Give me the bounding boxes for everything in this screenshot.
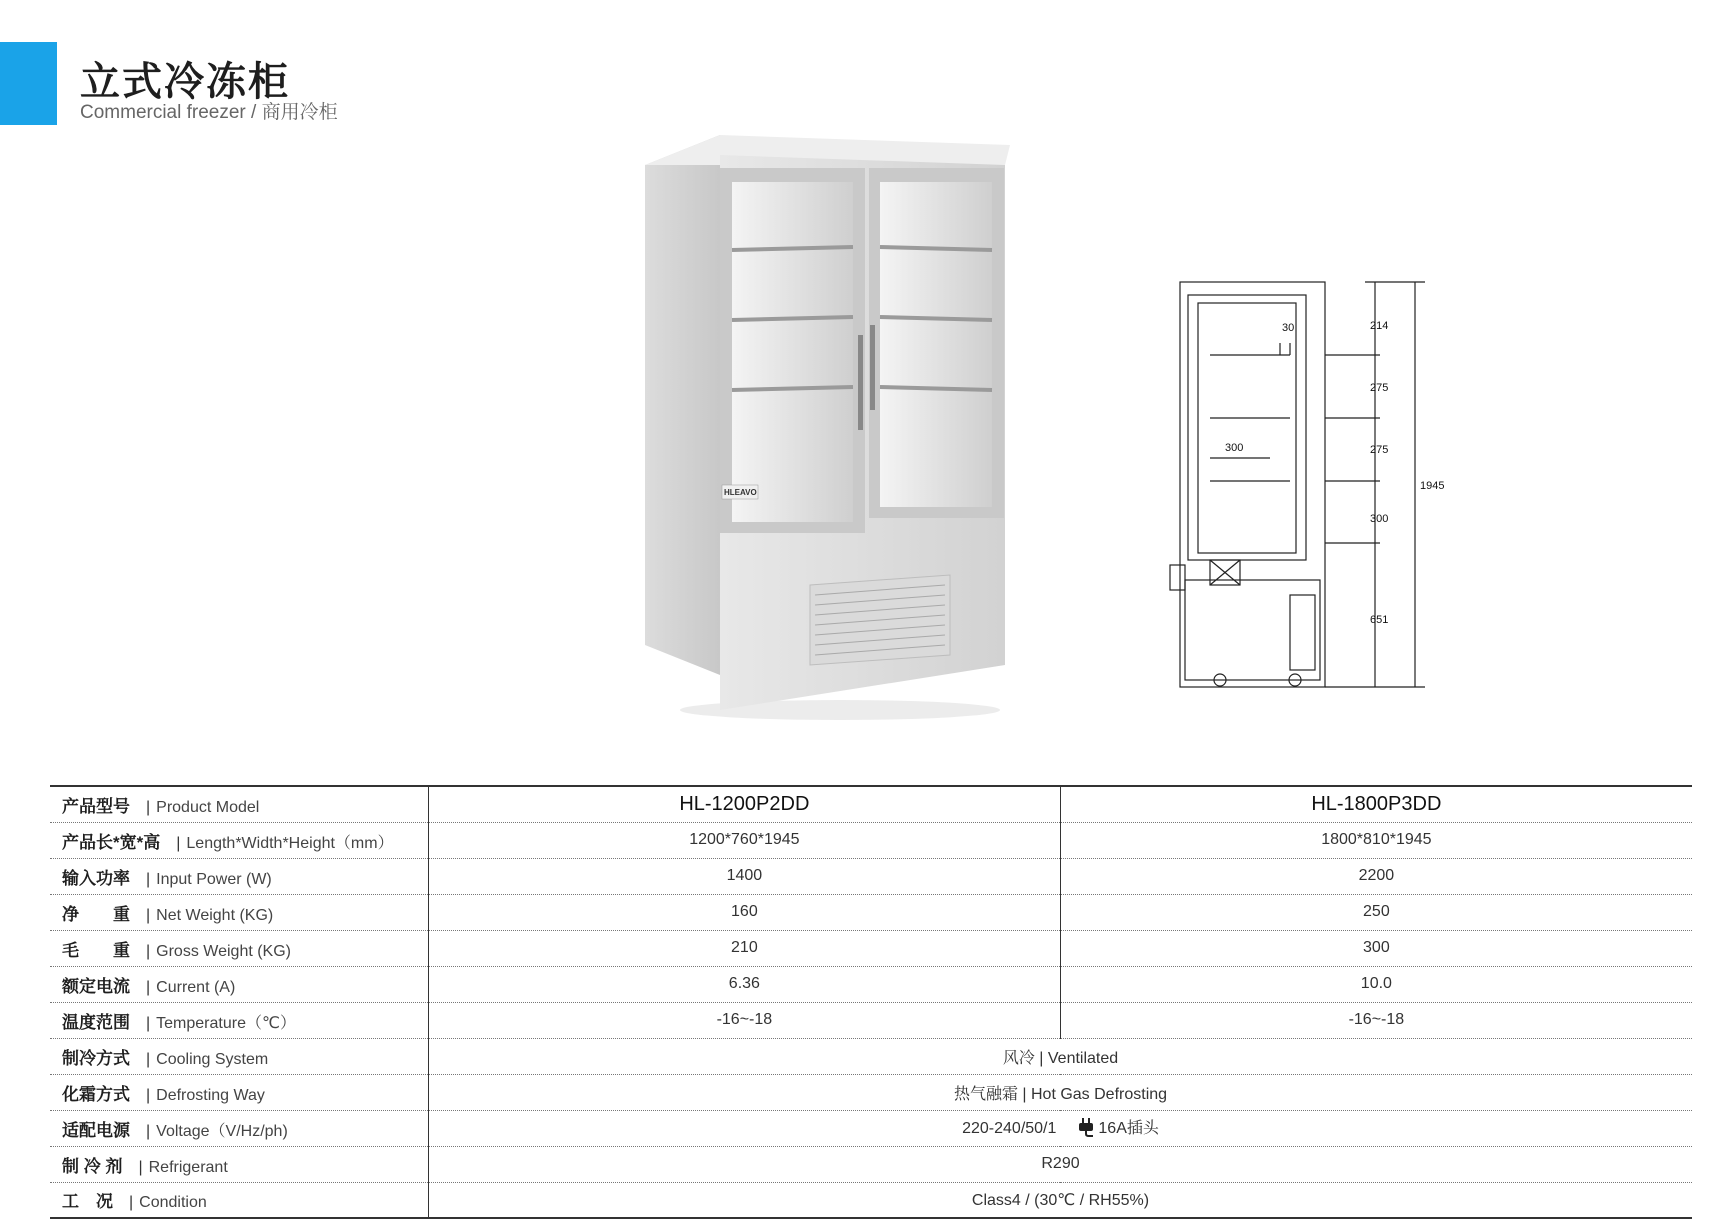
spec-row-size	[50, 822, 1692, 858]
label-cell: 输入功率 | Input Power (W)	[50, 858, 429, 894]
label-cell: 适配电源 | Voltage（V/Hz/ph)	[50, 1110, 429, 1146]
dimension-drawing	[1170, 275, 1445, 715]
label-en: Length*Width*Height（mm）	[186, 834, 394, 852]
label-cn: 化霜方式	[62, 1084, 130, 1104]
page-title: 立式冷冻柜	[80, 60, 290, 104]
plug-label: 16A插头	[1098, 1120, 1159, 1138]
label-cn: 制 冷 剂	[62, 1156, 123, 1176]
spec-row-refrigerant	[50, 1146, 1692, 1182]
label-en: Condition	[139, 1194, 207, 1212]
size-value-2: 1800*810*1945	[1060, 822, 1692, 858]
dim-30: 30	[1282, 322, 1295, 334]
gross-weight-value-2: 300	[1060, 930, 1692, 966]
spec-row-temperature	[50, 1002, 1692, 1038]
label-en: Defrosting Way	[156, 1086, 265, 1104]
label-en: Voltage（V/Hz/ph)	[156, 1122, 288, 1140]
brand-badge: HLEAVO	[724, 488, 757, 497]
label-en: Input Power (W)	[156, 870, 272, 888]
accent-bar	[0, 42, 57, 125]
label-cn: 毛 重	[62, 940, 130, 960]
spec-row-gross-weight	[50, 930, 1692, 966]
defrosting-value: 热气融霜 | Hot Gas Defrosting	[429, 1074, 1693, 1110]
net-weight-value-1: 160	[429, 894, 1061, 930]
label-cell: 制冷方式 | Cooling System	[50, 1038, 429, 1074]
voltage-cell	[429, 1110, 1693, 1146]
net-weight-value-2: 250	[1060, 894, 1692, 930]
label-cell: 温度范围 | Temperature（℃）	[50, 1002, 429, 1038]
label-cn: 净 重	[62, 904, 130, 924]
spec-row-voltage	[50, 1110, 1692, 1146]
spec-row-current	[50, 966, 1692, 1002]
label-cell: 产品型号 | Product Model	[50, 786, 429, 822]
label-cn: 适配电源	[62, 1120, 130, 1140]
spec-row-defrosting	[50, 1074, 1692, 1110]
spec-row-cooling	[50, 1038, 1692, 1074]
label-cn: 产品型号	[62, 796, 130, 816]
spec-table	[50, 785, 1692, 1219]
label-cn: 温度范围	[62, 1012, 130, 1032]
dim-1945: 1945	[1420, 480, 1445, 492]
condition-value: Class4 / (30℃ / RH55%)	[429, 1182, 1693, 1218]
current-value-2: 10.0	[1060, 966, 1692, 1002]
label-en: Product Model	[156, 798, 260, 816]
current-value-1: 6.36	[429, 966, 1061, 1002]
label-cell: 净 重 | Net Weight (KG)	[50, 894, 429, 930]
temperature-value-2: -16~-18	[1060, 1002, 1692, 1038]
label-cell: 额定电流 | Current (A)	[50, 966, 429, 1002]
dim-300-horizontal: 300	[1225, 442, 1244, 454]
label-cn: 产品长*宽*高	[62, 832, 161, 852]
spec-row-net-weight	[50, 894, 1692, 930]
label-cell: 产品长*宽*高 | Length*Width*Height（mm）	[50, 822, 429, 858]
label-cell: 毛 重 | Gross Weight (KG)	[50, 930, 429, 966]
label-cell: 工 况 | Condition	[50, 1182, 429, 1218]
dim-275-a: 275	[1370, 382, 1389, 394]
freezer-product-image	[640, 135, 1020, 725]
label-en: Net Weight (KG)	[156, 906, 274, 924]
dim-300-vertical: 300	[1370, 513, 1389, 525]
dim-651: 651	[1370, 614, 1389, 626]
dim-214: 214	[1370, 320, 1389, 332]
label-en: Temperature（℃）	[156, 1014, 296, 1032]
label-cell: 化霜方式 | Defrosting Way	[50, 1074, 429, 1110]
model-value-1: HL-1200P2DD	[429, 786, 1061, 822]
power-value-2: 2200	[1060, 858, 1692, 894]
spec-row-power	[50, 858, 1692, 894]
cooling-value: 风冷 | Ventilated	[429, 1038, 1693, 1074]
temperature-value-1: -16~-18	[429, 1002, 1061, 1038]
size-value-1: 1200*760*1945	[429, 822, 1061, 858]
label-cn: 输入功率	[62, 868, 130, 888]
label-en: Current (A)	[156, 978, 236, 996]
power-value-1: 1400	[429, 858, 1061, 894]
voltage-value: 220-240/50/1	[962, 1120, 1057, 1138]
spec-row-condition	[50, 1182, 1692, 1218]
label-cn: 工 况	[62, 1192, 113, 1212]
gross-weight-value-1: 210	[429, 930, 1061, 966]
spec-row-model	[50, 786, 1692, 822]
model-value-2: HL-1800P3DD	[1060, 786, 1692, 822]
dim-275-b: 275	[1370, 444, 1389, 456]
page-subtitle: Commercial freezer / 商用冷柜	[80, 102, 338, 123]
label-en: Cooling System	[156, 1050, 269, 1068]
plug-icon	[1078, 1118, 1094, 1141]
label-cn: 额定电流	[62, 976, 130, 996]
label-en: Refrigerant	[148, 1158, 228, 1176]
label-en: Gross Weight (KG)	[156, 942, 291, 960]
label-cell: 制 冷 剂 | Refrigerant	[50, 1146, 429, 1182]
label-cn: 制冷方式	[62, 1048, 130, 1068]
refrigerant-value: R290	[429, 1146, 1693, 1182]
